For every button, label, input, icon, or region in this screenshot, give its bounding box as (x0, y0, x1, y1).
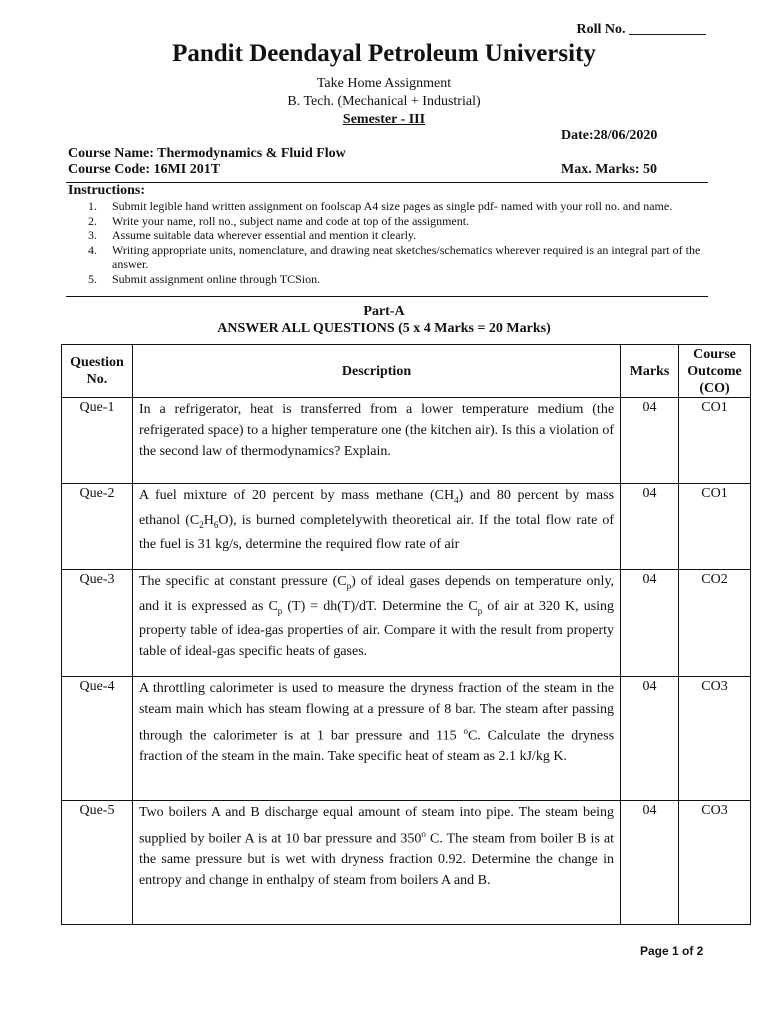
question-number: Que-5 (62, 801, 133, 925)
header-description: Description (132, 345, 620, 398)
question-marks: 04 (621, 484, 679, 570)
page-number: Page 1 of 2 (640, 944, 704, 958)
table-header-row (62, 345, 751, 398)
question-number: Que-2 (62, 484, 133, 570)
question-marks: 04 (621, 398, 679, 484)
question-number: Que-4 (62, 677, 133, 801)
table-row (62, 570, 751, 677)
assignment-type: Take Home Assignment (316, 76, 452, 91)
question-description: In a refrigerator, heat is transferred from a lower temperature medium (the refrigerated space) to a higher temperature one (the kitchen air). Is this a violation of the second law of thermodynamics? Explain. (132, 398, 620, 484)
table-row (62, 801, 751, 925)
question-number: Que-1 (62, 398, 133, 484)
header-question-no: Question No. (62, 345, 133, 398)
programme-name: B. Tech. (Mechanical + Industrial) (287, 94, 481, 109)
header-marks: Marks (621, 345, 679, 398)
divider-bottom (66, 296, 708, 297)
course-code: Course Code: 16MI 201T (68, 162, 221, 177)
question-co: CO3 (679, 677, 751, 801)
university-title: Pandit Deendayal Petroleum University (172, 40, 596, 67)
question-co: CO3 (679, 801, 751, 925)
question-marks: 04 (621, 677, 679, 801)
table-row (62, 677, 751, 801)
part-title: Part-A (363, 304, 405, 319)
question-co: CO2 (679, 570, 751, 677)
instructions-title: Instructions: (68, 183, 146, 198)
instruction-item: 5. Submit assignment online through TCSion. (88, 271, 321, 286)
part-subtitle: ANSWER ALL QUESTIONS (5 x 4 Marks = 20 Marks) (217, 321, 551, 336)
table-row (62, 398, 751, 484)
question-marks: 04 (621, 801, 679, 925)
exam-date: Date:28/06/2020 (561, 128, 658, 143)
max-marks: Max. Marks: 50 (561, 162, 658, 177)
instruction-item: 4. Writing appropriate units, nomenclature, and drawing neat sketches/schematics wherever required is an integral part of the answer. (88, 242, 701, 271)
questions-table (61, 344, 751, 925)
question-description: The specific at constant pressure $(C_p)$ of ideal gases depends on temperature only, and it is expressed as $C_p$ (T) = dh(T)/dT. Determine the $C_p$ of air at 320 K, using property table of idea-gas properties of air. Compare it with the result from property table of ideal-gas specific heats of gases. (132, 570, 620, 677)
question-description: Two boilers A and B discharge equal amount of steam into pipe. The steam being supplied by boiler A is at 10 bar pressure and 350$^o$ C. The steam from boiler B is at the same pressure but is wet with dryness fraction 0.92. Determine the change in entropy and change in enthalpy of steam from boilers A and B. (132, 801, 620, 925)
question-co: CO1 (679, 484, 751, 570)
roll-number-field: Roll No. ___________ (576, 22, 706, 37)
question-marks: 04 (621, 570, 679, 677)
question-description: A fuel mixture of 20 percent by mass methane $(CH_4)$ and 80 percent by mass ethanol $(C_2H_6O)$, is burned completelywith theoretical air. If the total flow rate of the fuel is 31 kg/s, determine the required flow rate of air (132, 484, 620, 570)
divider-top (66, 182, 708, 183)
instructions-list (88, 199, 708, 286)
instruction-item: 2. Write your name, roll no., subject name and code at top of the assignment. (88, 213, 470, 228)
header-course-outcome: Course Outcome (CO) (679, 345, 751, 398)
question-number: Que-3 (62, 570, 133, 677)
instruction-item: 3. Assume suitable data wherever essential and mention it clearly. (88, 228, 417, 242)
question-co: CO1 (679, 398, 751, 484)
instruction-item: 1. Submit legible hand written assignment on foolscap A4 size pages as single pdf- named with your roll no. and name. (88, 199, 673, 213)
question-description: A throttling calorimeter is used to measure the dryness fraction of the steam in the steam main which has steam flowing at a pressure of 8 bar. The steam after passing through the calorimeter is at 1 bar pressure and 115 $^o$C. Calculate the dryness fraction of the steam in the main. Take specific heat of steam as 2.1 kJ/kg K. (132, 677, 620, 801)
course-name: Course Name: Thermodynamics & Fluid Flow (68, 146, 346, 161)
table-row (62, 484, 751, 570)
semester-label: Semester - III (342, 112, 426, 127)
